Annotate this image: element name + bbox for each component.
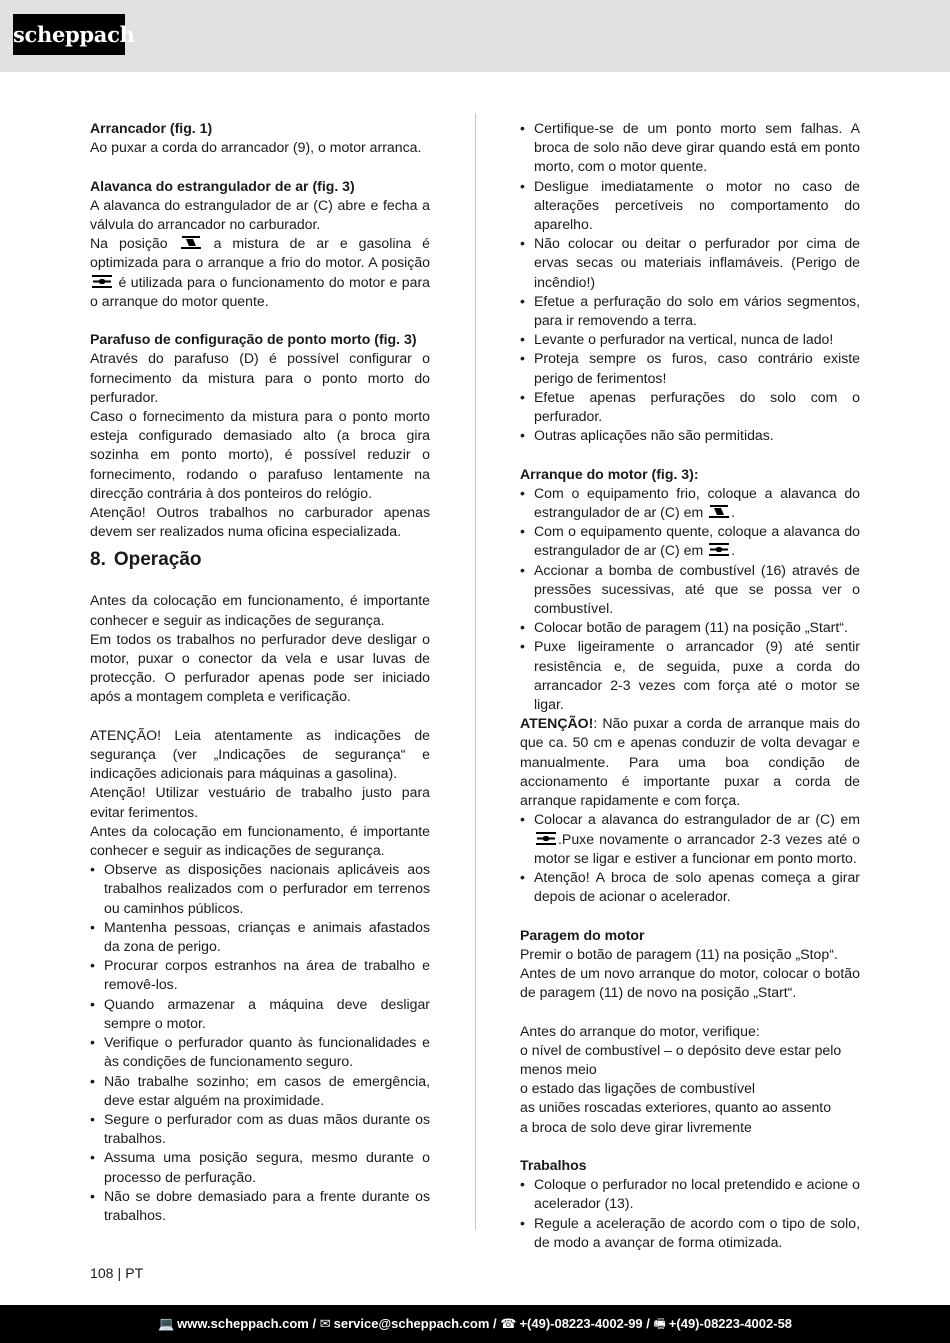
parafuso-text-3: Atenção! Outros trabalhos no carburador apenas devem ser realizados numa oficina especializada. [90,504,430,540]
list-item: • Assuma uma posição segura, mesmo durante o processo de perfuração. [90,1148,430,1186]
choke-open-icon [536,832,556,845]
left-column [90,119,430,1225]
alavanca-heading: Alavanca do estrangulador de ar (fig. 3) [90,177,355,194]
computer-icon: 💻 [157,1316,175,1331]
scheppach-logo: scheppach [13,14,125,55]
paragem-heading: Paragem do motor [520,926,645,943]
section-heading: 8. Operação [90,549,202,571]
choke-open-icon [709,543,729,556]
choke-closed-icon [709,505,729,518]
operacao-text-5: Antes da colocação em funcionamento, é importante conhecer e seguir as indicações de segurança. [90,822,430,859]
fax-icon: 🖷 [653,1316,666,1331]
list-item: • Desligue imediatamente o motor no caso de alterações percetíveis no comportamento do aparelho. [520,177,860,235]
list-item: • Verifique o perfurador quanto às funcionalidades e às condições de funcionamento seguro. [90,1033,430,1071]
footer-fax: +(49)-08223-4002-58 [668,1316,793,1331]
list-item: • Não colocar ou deitar o perfurador por cima de ervas secas ou materiais inflamáveis. (Perigo de incêndio!) [520,234,860,292]
list-item: • Certifique-se de um ponto morto sem falhas. A broca de solo não deve girar quando está em ponto morto, com o motor quente. [520,119,860,177]
list-item: • Não se dobre demasiado para a frente durante os trabalhos. [90,1187,430,1225]
list-item: • Observe as disposições nacionais aplicáveis aos trabalhos realizados com o perfurador em terrenos ou caminhos públicos. [90,860,430,918]
footer-bar [0,1305,950,1343]
arrancador-heading: Arrancador (fig. 1) [90,120,213,136]
list-item: • Quando armazenar a máquina deve desligar sempre o motor. [90,995,430,1033]
arranque-heading: Arranque do motor (fig. 3): [520,465,699,482]
list-item: • Efetue a perfuração do solo em vários segmentos, para ir removendo a terra. [520,292,860,330]
check-line: as uniões roscadas exteriores, quanto ao assento [520,1099,832,1116]
list-item: • Não trabalhe sozinho; em casos de emergência, deve estar alguém na proximidade. [90,1072,430,1110]
list-item: • Coloque o perfurador no local pretendido e acione o acelerador (13). [520,1175,860,1213]
list-item: • Colocar a alavanca do estrangulador de ar (C) em .Puxe novamente o arrancador 2-3 vezes até o motor se ligar e estiver a funcionar em ponto morto. [520,810,860,868]
arranque-bullet-list [520,484,860,714]
alavanca-positions-text: Na posição a mistura de ar e gasolina é optimizada para o arranque a frio do motor. A posição é utilizada para o funcionamento do motor e para o arranque do motor quente. [90,235,430,309]
list-item: • Com o equipamento frio, coloque a alavanca do estrangulador de ar (C) em . [520,484,860,522]
check-line: o nível de combustível – o depósito deve estar pelo menos meio [520,1041,842,1077]
operacao-text-1: Antes da colocação em funcionamento, é importante conhecer e seguir as indicações de segurança. [90,592,430,628]
safety-bullet-list-continued [520,119,860,445]
paragem-text-1: Premir o botão de paragem (11) na posição „Stop“. [520,945,838,962]
atencao-text: ATENÇÃO!: Não puxar a corda de arranque mais do que ca. 50 cm e apenas conduzir de volta devagar e manualmente. Para uma boa condição de accionamento é importante puxar a corda de arranque rapidamente e com força. [520,715,860,809]
list-item: • Colocar botão de paragem (11) na posição „Start“. [520,618,860,637]
footer-web[interactable]: www.scheppach.com / [177,1316,317,1331]
verifique-text: Antes do arranque do motor, verifique: [520,1022,760,1039]
operacao-text-3: ATENÇÃO! Leia atentamente as indicações de segurança (ver „Indicações de segurança“ e indicações adicionais para máquinas a gasolina). [90,726,430,782]
safety-bullet-list [90,860,430,1225]
phone-icon: ☎ [500,1316,517,1331]
parafuso-text-2: Caso o fornecimento da mistura para o ponto morto esteja configurado demasiado alto (a broca gira sozinha em ponto morto), é possível reduzir o fornecimento, rodando o parafuso lentamente na direcção contrária à dos ponteiros do relógio. [90,408,430,501]
operacao-text-4: Atenção! Utilizar vestuário de trabalho justo para evitar ferimentos. [90,784,430,820]
list-item: • Levante o perfurador na vertical, nunca de lado! [520,330,860,349]
list-item: • Puxe ligeiramente o arrancador (9) até sentir resistência e, de seguida, puxe a corda do arrancador 2-3 vezes com força até o motor se ligar. [520,637,860,714]
alavanca-text: A alavanca do estrangulador de ar (C) abre e fecha a válvula do arrancador no carburador. [90,196,430,232]
check-line: a broca de solo deve girar livremente [520,1118,752,1135]
column-divider [475,113,476,1230]
list-item: • Efetue apenas perfurações do solo com o perfurador. [520,388,860,426]
trabalhos-heading: Trabalhos [520,1156,587,1173]
choke-closed-icon [181,236,201,249]
parafuso-text-1: Através do parafuso (D) é possível configurar o fornecimento da mistura para o ponto morto do perfurador. [90,350,430,405]
footer-phone: +(49)-08223-4002-99 / [519,1316,650,1331]
check-line: o estado das ligações de combustível [520,1080,756,1097]
list-item: • Mantenha pessoas, crianças e animais afastados da zona de perigo. [90,918,430,956]
parafuso-heading: Parafuso de configuração de ponto morto (fig. 3) [90,331,417,348]
arranque-bullet-list-2 [520,810,860,906]
page-number: 108 | PT [90,1265,144,1281]
choke-open-icon [92,275,112,288]
list-item: • Procurar corpos estranhos na área de trabalho e removê-los. [90,956,430,994]
paragem-text-2: Antes de um novo arranque do motor, colocar o botão de paragem (11) de novo na posição „Start“. [520,964,860,1001]
list-item: • Com o equipamento quente, coloque a alavanca do estrangulador de ar (C) em . [520,522,860,560]
mail-icon: ✉ [319,1316,331,1331]
list-item: • Regule a aceleração de acordo com o tipo de solo, de modo a avançar de forma otimizada. [520,1214,860,1252]
right-column [520,119,860,1252]
list-item: • Segure o perfurador com as duas mãos durante os trabalhos. [90,1110,430,1148]
operacao-text-2: Em todos os trabalhos no perfurador deve desligar o motor, puxar o conector da vela e usar luvas de protecção. O perfurador apenas pode ser iniciado após a montagem completa e verificação. [90,630,430,705]
header-bar [0,0,950,72]
list-item: • Atenção! A broca de solo apenas começa a girar depois de acionar o acelerador. [520,868,860,906]
arrancador-text: Ao puxar a corda do arrancador (9), o motor arranca. [90,139,422,156]
list-item: • Outras aplicações não são permitidas. [520,426,860,445]
footer-mail[interactable]: service@scheppach.com / [333,1316,497,1331]
list-item: • Proteja sempre os furos, caso contrário existe perigo de ferimentos! [520,349,860,387]
list-item: • Accionar a bomba de combustível (16) através de pressões sucessivas, até que se possa ver o combustível. [520,561,860,619]
trabalhos-bullet-list [520,1175,860,1252]
